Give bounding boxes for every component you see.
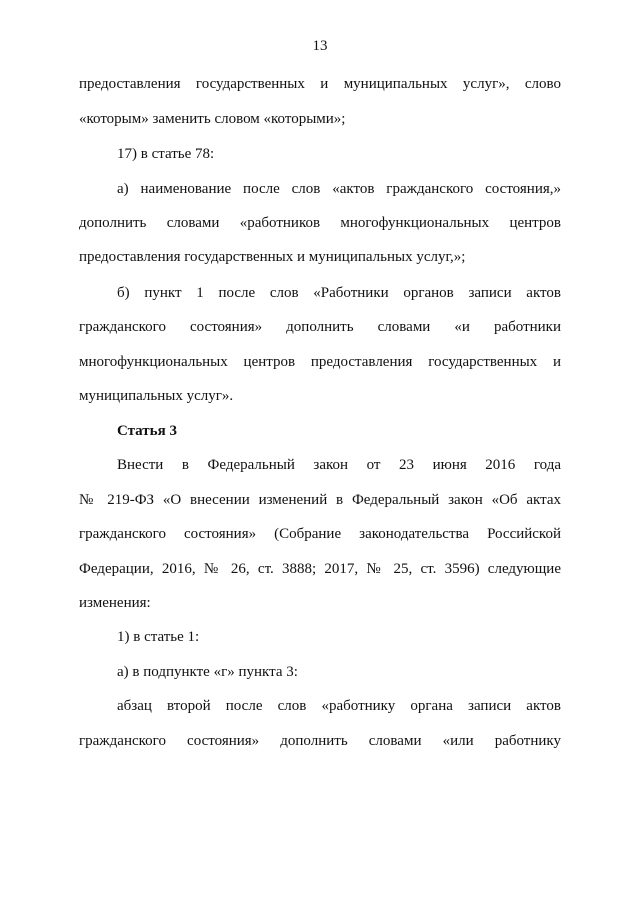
text-line: гражданского состояния» дополнить словами «и работники [79, 319, 561, 335]
text-line: гражданского состояния» дополнить словами «или работнику [79, 733, 561, 749]
text-line: изменения: [79, 595, 151, 611]
text-line: 17) в статье 78: [117, 146, 215, 162]
article-heading: Статья 3 [117, 423, 177, 439]
text-line: предоставления государственных и муниципальных услуг», слово [79, 76, 561, 92]
text-line: «которым» заменить словом «которыми»; [79, 111, 346, 127]
text-line: Внести в Федеральный закон от 23 июня 2016 года [117, 457, 561, 473]
text-line: б) пункт 1 после слов «Работники органов записи актов [117, 285, 561, 301]
page-number: 13 [312, 38, 328, 54]
text-line: многофункциональных центров предоставления государственных и [79, 354, 561, 370]
text-line: дополнить словами «работников многофункциональных центров [79, 215, 561, 231]
text-line: муниципальных услуг». [79, 388, 234, 404]
text-line: абзац второй после слов «работнику органа записи актов [117, 698, 561, 714]
text-line: предоставления государственных и муниципальных услуг,»; [79, 249, 466, 265]
text-line: Федерации, 2016, № 26, ст. 3888; 2017, № 25, ст. 3596) следующие [79, 561, 561, 577]
text-line: а) наименование после слов «актов гражданского состояния,» [117, 181, 561, 197]
text-line: № 219-ФЗ «О внесении изменений в Федеральный закон «Об актах [79, 492, 561, 508]
text-line: а) в подпункте «г» пункта 3: [117, 664, 298, 680]
text-line: гражданского состояния» (Собрание законодательства Российской [79, 526, 561, 542]
text-line: 1) в статье 1: [117, 629, 200, 645]
